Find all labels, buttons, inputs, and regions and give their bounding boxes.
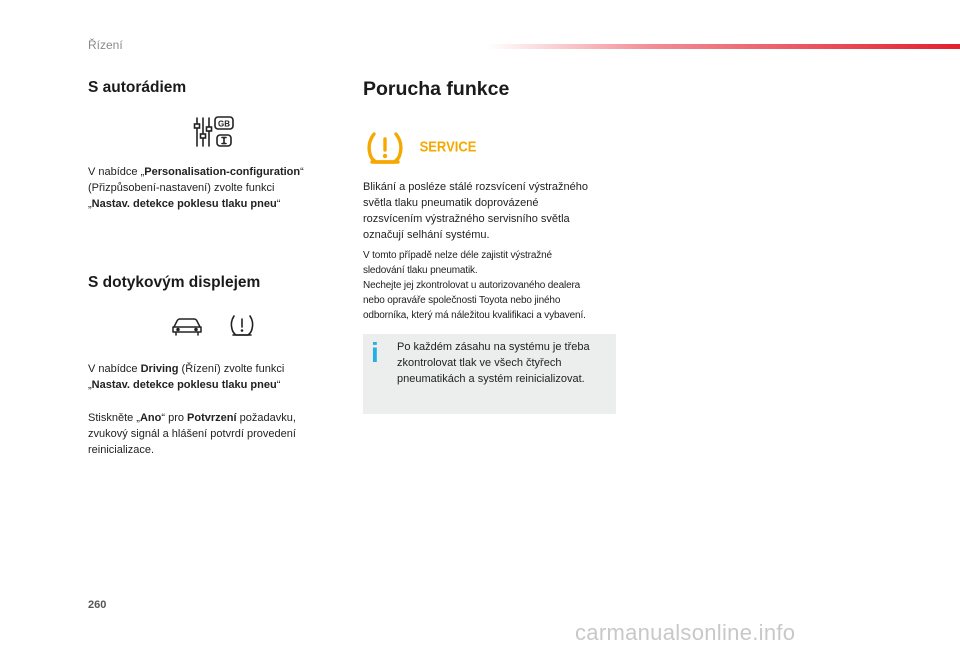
confirm-line-2: zvukový signál a hlášení potvrdí provedení [88,428,296,440]
info-line: pneumatikách a systém reinicializovat. [397,373,585,385]
para2-line: Nechejte jej zkontrolovat u autorizovaného dealera [363,280,581,291]
page-number: 260 [88,599,107,611]
para1-line: světla tlaku pneumatik doprovázené [363,197,539,209]
touchscreen-line-1: V nabídce Driving (Řízení) zvolte funkci [88,363,285,375]
para2-line: sledování tlaku pneumatik. [363,265,478,276]
menu-name-driving: Driving [140,363,179,375]
radio-instructions [88,164,358,212]
car-icon [172,316,202,336]
info-line: zkontrolovat tlak ve všech čtyřech [397,357,562,369]
confirm-line-3: reinicializace. [88,444,155,456]
service-label: SERVICE [419,138,477,155]
heading-malfunction: Porucha funkce [363,78,510,100]
para2-line: nebo opraváře společnosti Toyota nebo jiného [363,295,561,306]
info-icon: i [371,337,379,368]
header-accent-bar [488,44,960,49]
para2-line: V tomto případě nelze déle zajistit výstražné [363,250,552,261]
confirm-line-1: Stiskněte „Ano“ pro Potvrzení požadavku, [88,412,296,424]
confirm-instructions [88,410,358,458]
info-line: Po každém zásahu na systému je třeba [397,341,590,353]
touchscreen-line-2: „Nastav. detekce poklesu tlaku pneu“ [88,379,281,391]
menu-name-personalisation: Personalisation-configuration [144,166,301,178]
watermark: carmanualsonline.info [575,620,796,645]
info-text [397,339,612,387]
heading-radio: S autorádiem [88,79,187,96]
para1-line: rozsvícením výstražného servisního světla [363,213,570,225]
malfunction-paragraph-2 [363,248,623,323]
yes-label: Ano [139,412,162,424]
tire-pressure-icon [229,314,255,338]
radio-badge-label: GB [218,119,230,129]
section-title: Řízení [88,38,123,52]
para1-line: Blikání a posléze stálé rozsvícení výstražného [363,181,589,193]
radio-settings-icon [193,115,235,149]
service-warning-icon [419,137,477,155]
tire-pressure-warning-icon [366,131,404,167]
heading-touchscreen: S dotykovým displejem [88,274,261,291]
radio-line-2: (Přizpůsobení-nastavení) zvolte funkci [88,182,275,194]
touchscreen-instructions [88,361,358,393]
function-name: Nastav. detekce poklesu tlaku pneu [91,379,277,391]
para1-line: označují selhání systému. [363,229,490,241]
function-name: Nastav. detekce poklesu tlaku pneu [91,198,277,210]
radio-line-1: V nabídce „Personalisation-configuration“ [88,166,304,178]
radio-line-3: „Nastav. detekce poklesu tlaku pneu“ [88,198,281,210]
malfunction-paragraph-1 [363,179,623,243]
para2-line: odborníka, který má náležitou kvalifikaci a vybavení. [363,310,586,321]
confirm-label: Potvrzení [187,412,237,424]
